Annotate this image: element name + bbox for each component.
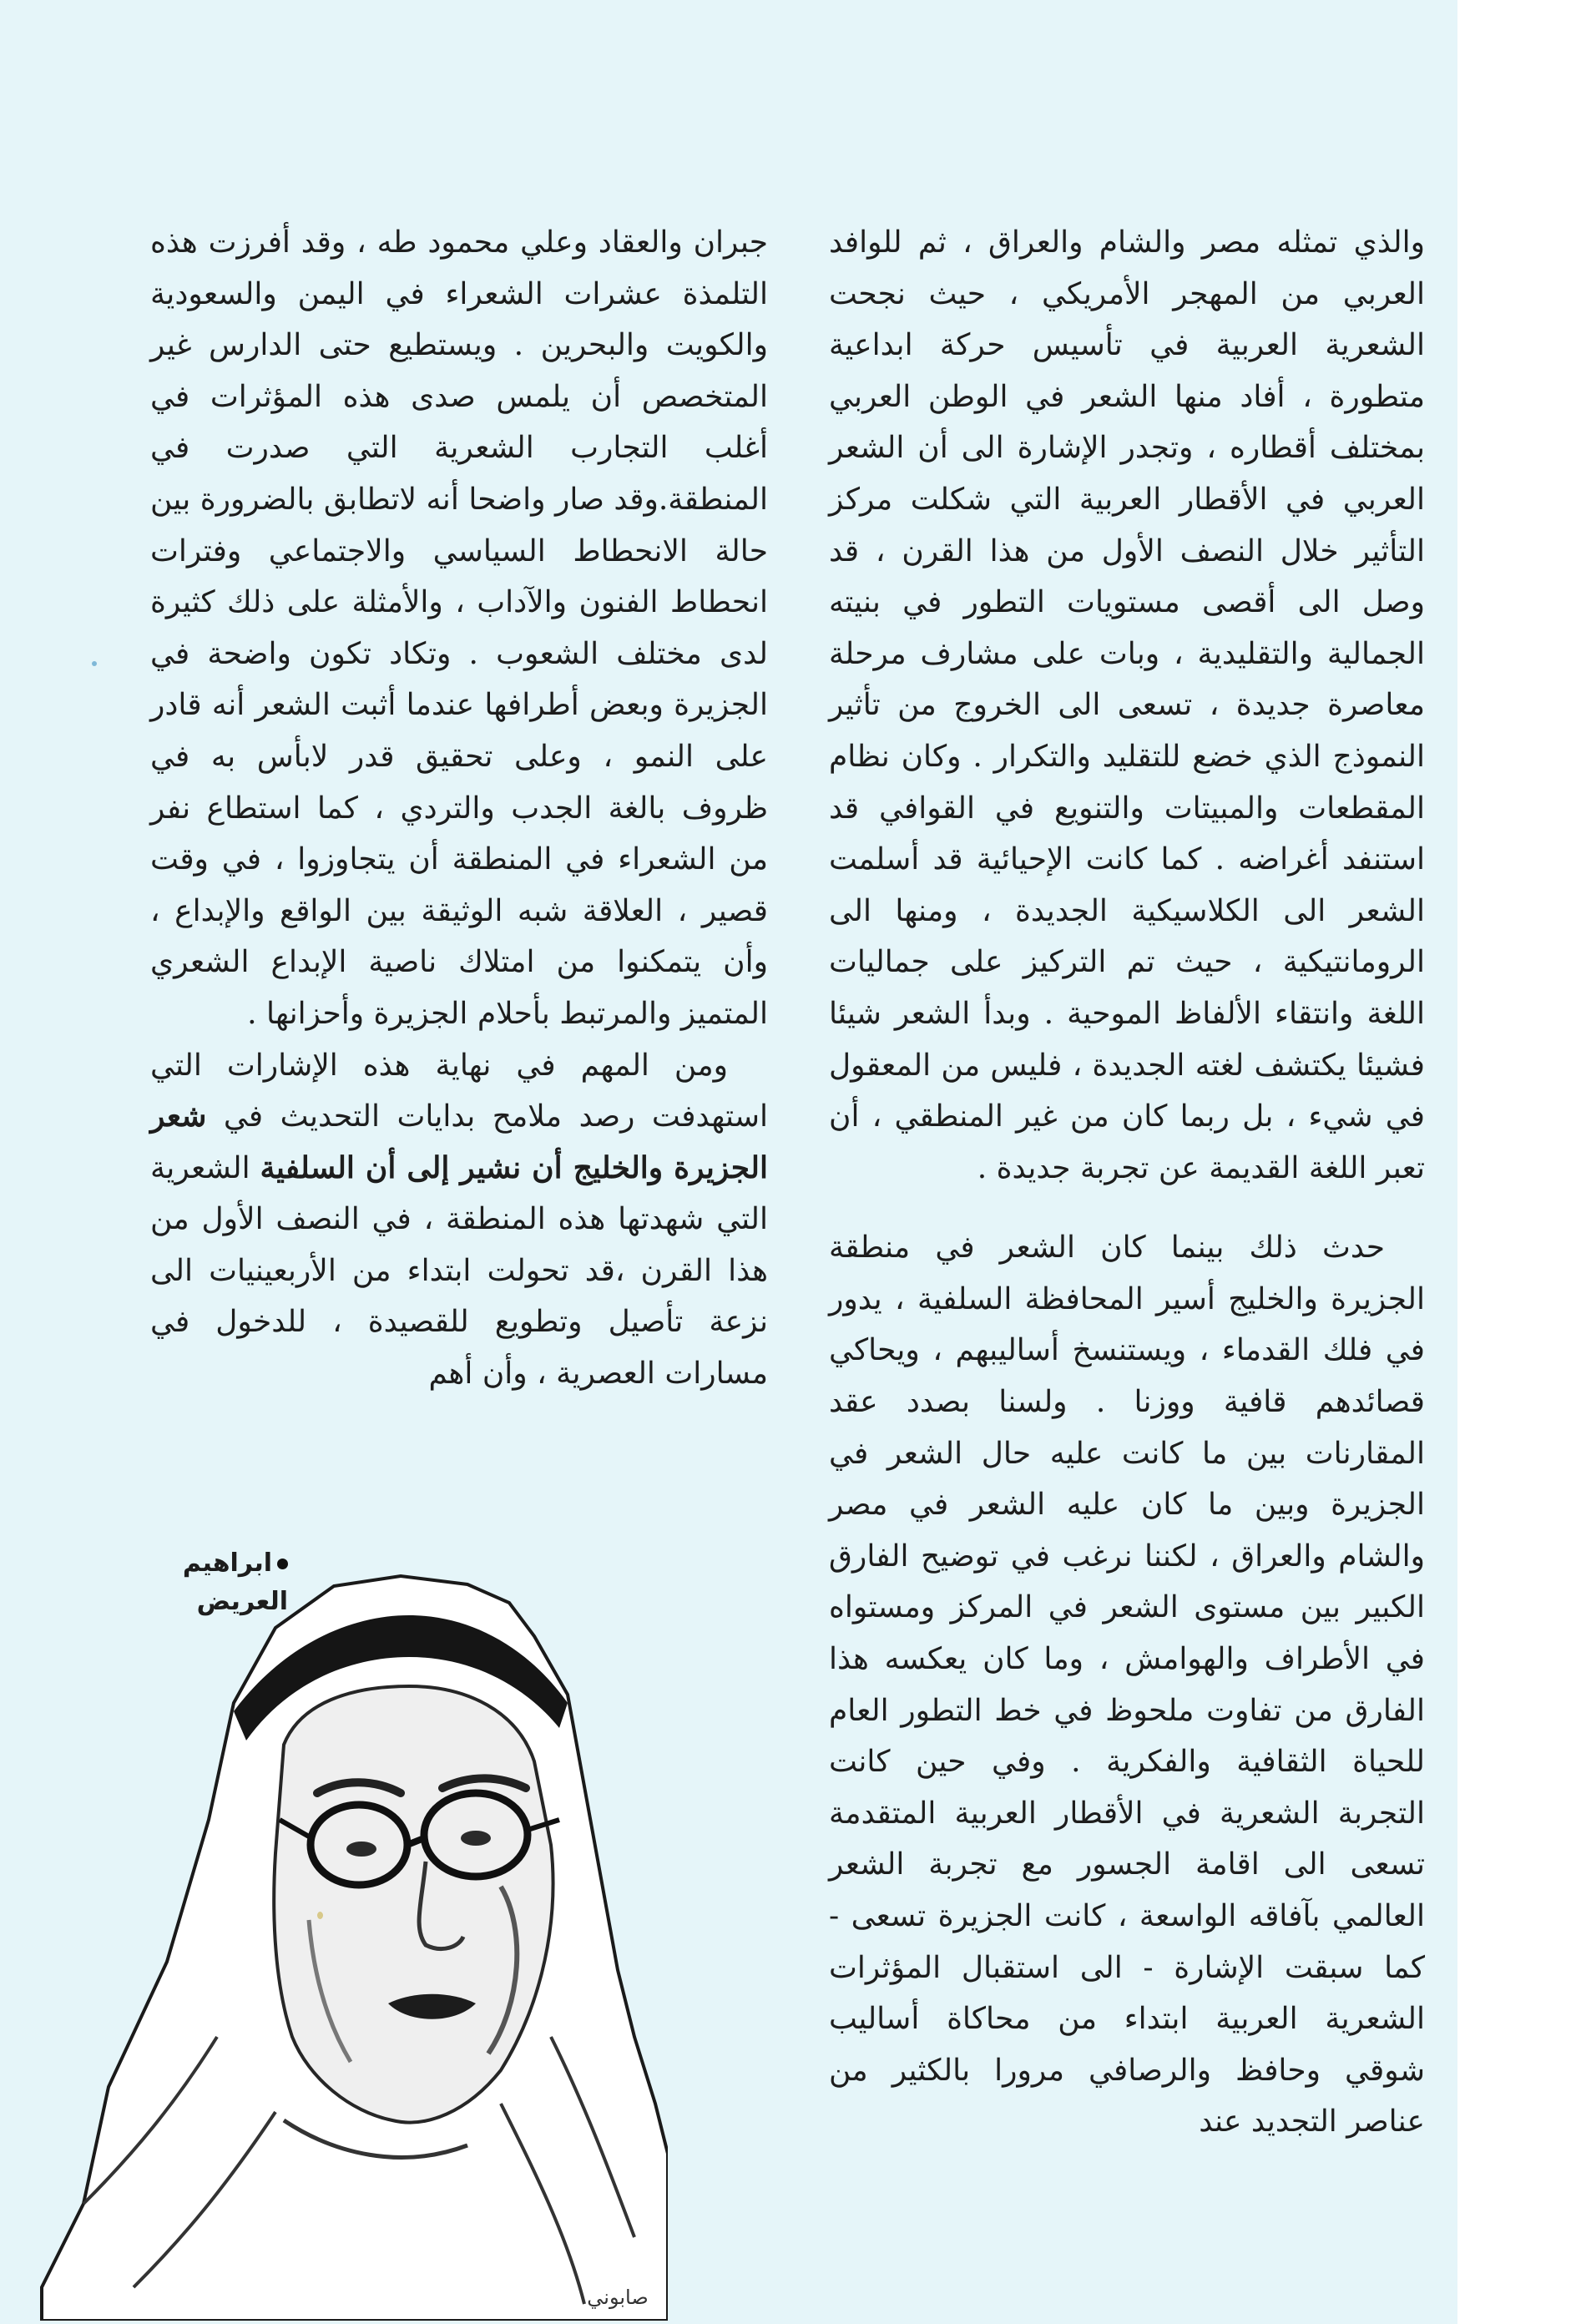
article-paragraph: ومن المهم في نهاية هذه الإشارات التي استهدفت رصد ملامح بدايات التحديث في <box>150 1048 769 1134</box>
portrait-drawing <box>33 1569 668 2321</box>
eye-left <box>346 1842 376 1857</box>
article-paragraph-wrap <box>150 1040 768 1400</box>
page-margin <box>1457 0 1576 2324</box>
eye-right <box>461 1831 491 1846</box>
article-paragraph: والذي تمثله مصر والشام والعراق ، ثم للوافد العربي من المهجر الأمريكي ، حيث نجحت الشعرية العربية في تأسيس حركة ابداعية متطورة ، أفاد منها الشعر في الوطن العربي بمختلف أقطاره ، وتجدر الإشارة الى أن الشعر العربي في الأقطار العربية التي شكلت مركز التأثير خلال النصف الأول من هذا القرن ، قد وصل الى أقصى مستويات التطور في بنيته الجمالية والتقليدية ، وبات على مشارف مرحلة معاصرة جديدة ، تسعى الى الخروج من تأثير النموذج الذي خضع للتقليد والتكرار . وكان نظام المقطعات والمبيتات والتنويع في القوافي قد استنفد أغراضه . كما كانت الإحيائية قد أسلمت الشعر الى الكلاسيكية الجديدة ، ومنها الى الرومانتيكية ، حيث تم التركيز على جماليات اللغة وانتقاء الألفاظ الموحية . وبدأ الشعر شيئا فشيئا يكتشف لغته الجديدة ، فليس من المعقول في شيء ، بل ربما كان من غير المنطقي ، أن تعبر اللغة القديمة عن تجربة جديدة . <box>829 225 1425 1185</box>
print-speck <box>317 1912 323 1919</box>
author-first-name: ابراهيم <box>182 1548 272 1578</box>
article-paragraph: الشعرية التي شهدتها هذه المنطقة ، في النصف الأول من هذا القرن ،قد تحولت ابتداء من الأربعينيات الى نزعة تأصيل وتطويع للقصيدة ، للدخول في مسارات العصرية ، وأن أهم <box>150 1150 768 1392</box>
author-last-name: العريض <box>196 1587 288 1616</box>
bold-phrase: شعر الجزيرة والخليج أن نشير إلى أن السلفية <box>150 1099 768 1185</box>
article-column-left <box>150 217 768 1400</box>
article-paragraph: حدث ذلك بينما كان الشعر في منطقة الجزيرة والخليج أسير المحافظة السلفية ، يدور في فلك القدماء ، ويستنسخ أساليبهم ، ويحاكي قصائدهم قافية ووزنا . ولسنا بصدد عقد المقارنات بين ما كانت عليه حال الشعر في الجزيرة وبين ما كان عليه الشعر في مصر والشام والعراق ، لكننا نرغب في توضيح الفارق الكبير بين مستوى الشعر في المركز ومستواه في الأطراف والهوامش ، وما كان يعكسه هذا الفارق من تفاوت ملحوظ في خط التطور العام للحياة الثقافية والفكرية . وفي حين كانت التجربة الشعرية في الأقطار العربية المتقدمة تسعى الى اقامة الجسور مع تجربة الشعر العالمي بآفاقه الواسعة ، كانت الجزيرة تسعى - كما سبقت الإشارة - الى استقبال المؤثرات الشعرية العربية ابتداء من محاكاة أساليب شوقي وحافظ والرصافي مرورا بالكثير من عناصر التجديد عند <box>829 1230 1425 2140</box>
article-column-right <box>829 217 1425 2148</box>
print-speck <box>92 661 97 666</box>
bullet-icon <box>277 1559 288 1569</box>
article-paragraph: جبران والعقاد وعلي محمود طه ، وقد أفرزت هذه التلمذة عشرات الشعراء في اليمن والسعودية والكويت والبحرين . ويستطيع حتى الدارس غير المتخصص أن يلمس صدى هذه المؤثرات في أغلب التجارب الشعرية التي صدرت في المنطقة.وقد صار واضحا أنه لاتطابق بالضرورة بين حالة الانحطاط السياسي والاجتماعي وفترات انحطاط الفنون والآداب ، والأمثلة على ذلك كثيرة لدى مختلف الشعوب . وتكاد تكون واضحة في الجزيرة وبعض أطرافها عندما أثبت الشعر أنه قادر على النمو ، وعلى تحقيق قدر لابأس به في ظروف بالغة الجدب والتردي ، كما استطاع نفر من الشعراء في المنطقة أن يتجاوزوا ، في وقت قصير ، العلاقة شبه الوثيقة بين الواقع والإبداع ، وأن يتمكنوا من امتلاك ناصية الإبداع الشعري المتميز والمرتبط بأحلام الجزيرة وأحزانها . <box>150 225 768 1031</box>
artist-signature: صابوني <box>587 2286 649 2309</box>
